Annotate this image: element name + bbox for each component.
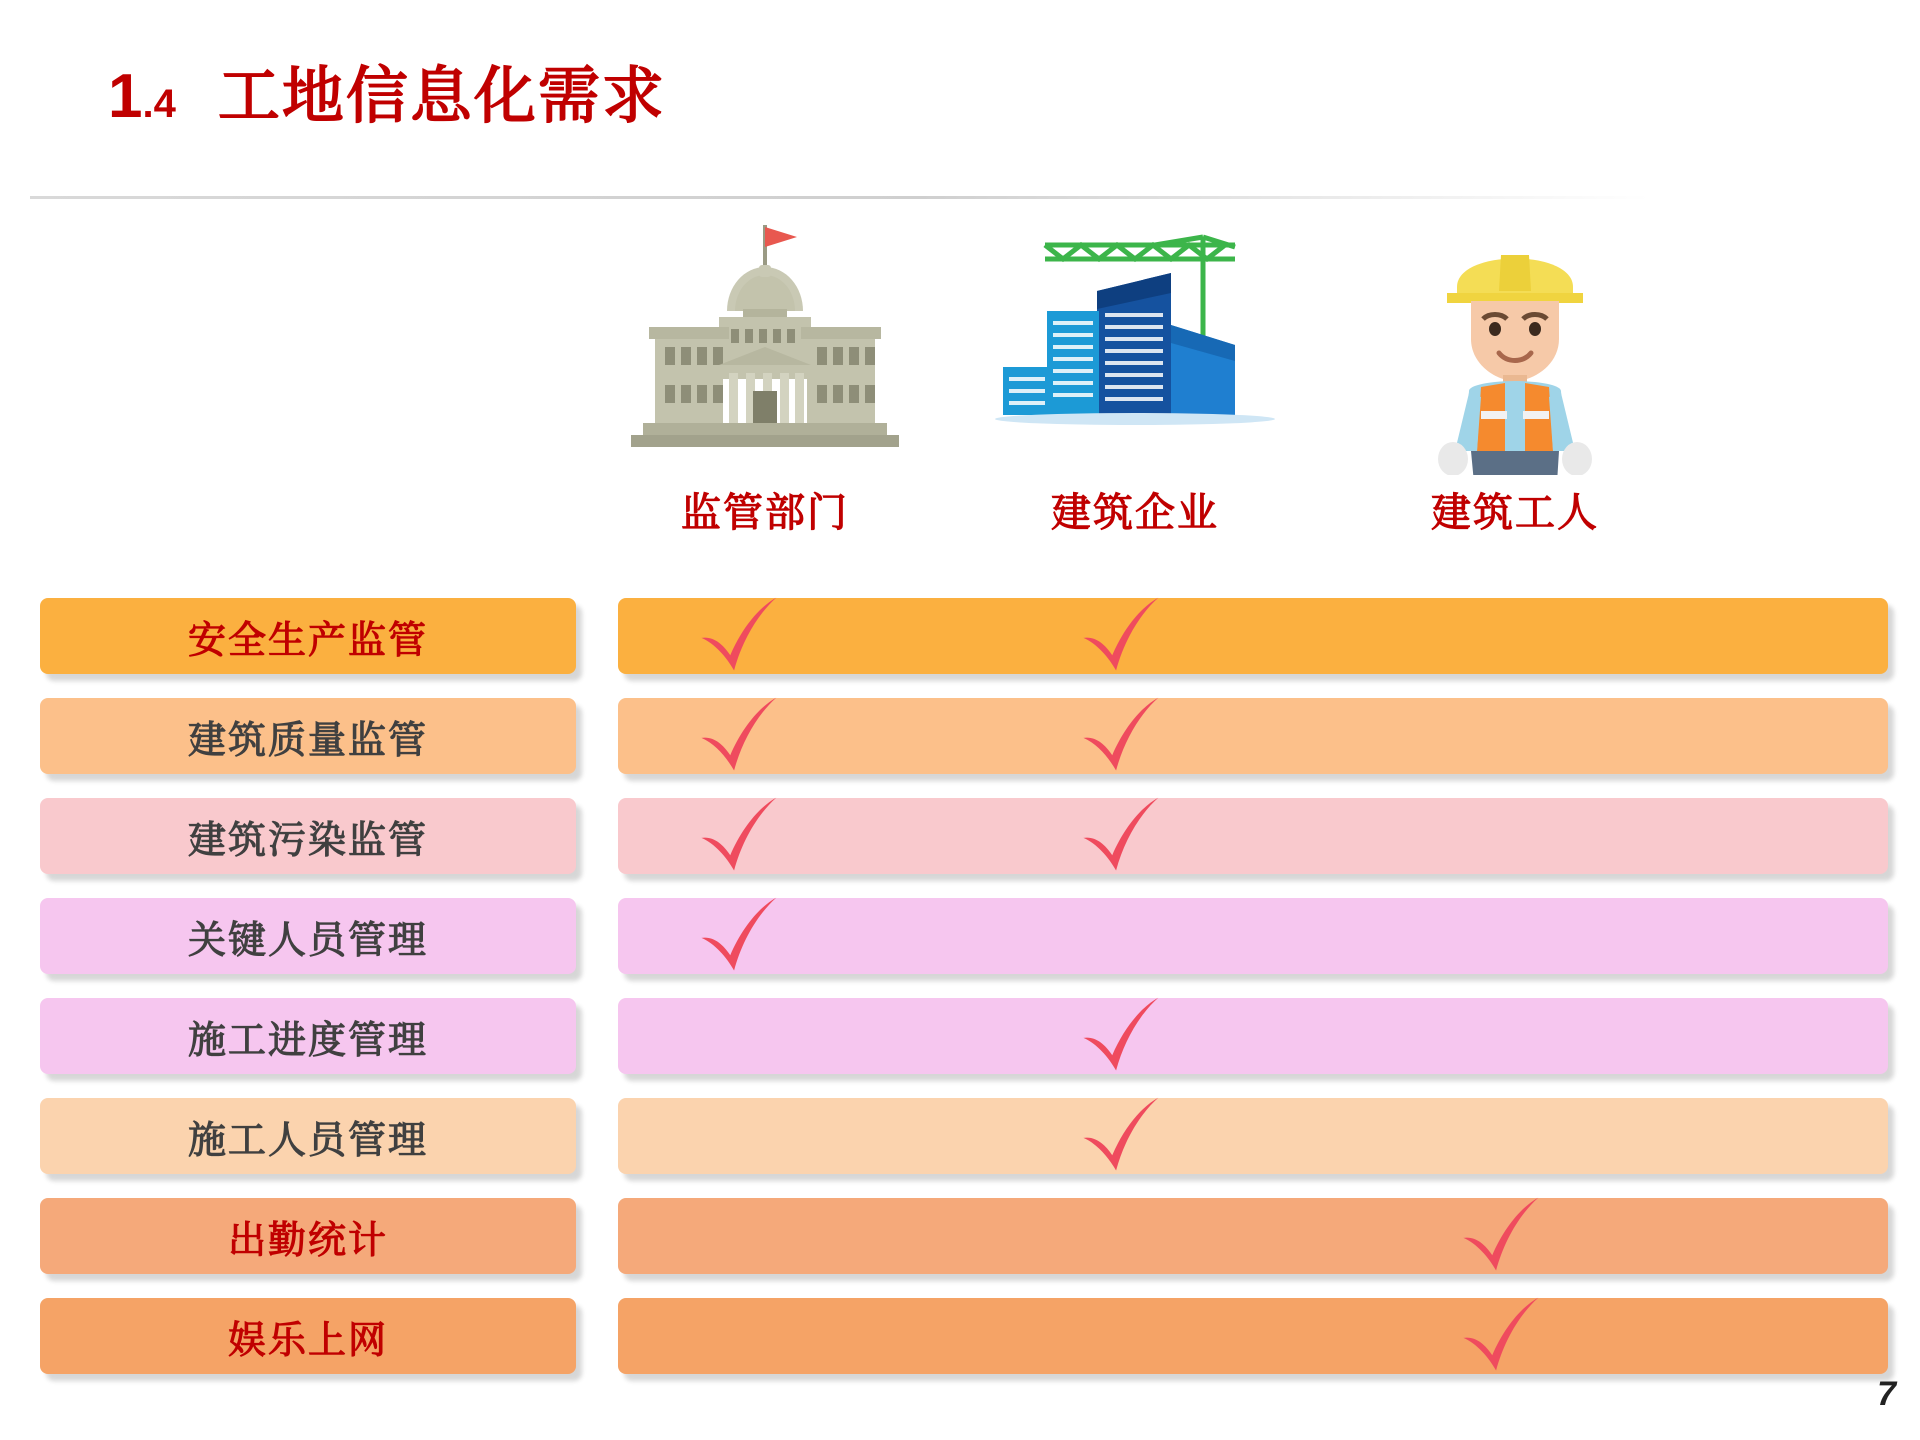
construction-worker-icon — [1350, 210, 1680, 475]
row-track — [618, 698, 1888, 774]
check-icon — [688, 888, 784, 984]
row-label[interactable]: 出勤统计 — [40, 1198, 576, 1274]
column-label-regulator: 监管部门 — [681, 491, 849, 535]
row-label[interactable]: 建筑质量监管 — [40, 698, 576, 774]
column-header-enterprise — [970, 210, 1300, 538]
table-row — [40, 698, 1890, 786]
table-row — [40, 798, 1890, 886]
check-icon — [1070, 688, 1166, 784]
table-row — [40, 1098, 1890, 1186]
city-buildings-crane-icon — [970, 210, 1300, 475]
row-track — [618, 798, 1888, 874]
check-icon — [688, 588, 784, 684]
requirement-matrix — [40, 598, 1890, 1398]
column-headers — [590, 210, 1880, 535]
row-label[interactable]: 娱乐上网 — [40, 1298, 576, 1374]
row-track — [618, 1298, 1888, 1374]
row-track — [618, 598, 1888, 674]
row-track — [618, 898, 1888, 974]
government-building-icon — [600, 210, 930, 475]
column-header-worker — [1350, 210, 1680, 538]
column-header-regulator — [600, 210, 930, 538]
title-divider — [30, 196, 1650, 199]
row-label[interactable]: 关键人员管理 — [40, 898, 576, 974]
title-text: 工地信息化需求 — [217, 62, 666, 131]
check-icon — [1450, 1288, 1546, 1384]
check-icon — [1070, 588, 1166, 684]
column-label-enterprise: 建筑企业 — [1051, 491, 1219, 535]
table-row — [40, 598, 1890, 686]
table-row — [40, 898, 1890, 986]
check-icon — [688, 788, 784, 884]
row-track — [618, 1198, 1888, 1274]
check-icon — [1070, 788, 1166, 884]
row-label[interactable]: 施工人员管理 — [40, 1098, 576, 1174]
table-row — [40, 1298, 1890, 1386]
row-track — [618, 998, 1888, 1074]
table-row — [40, 1198, 1890, 1286]
check-icon — [1070, 988, 1166, 1084]
page-number: 7 — [1877, 1375, 1896, 1413]
row-label[interactable]: 施工进度管理 — [40, 998, 576, 1074]
page-title — [108, 46, 666, 135]
check-icon — [1070, 1088, 1166, 1184]
row-track — [618, 1098, 1888, 1174]
row-label[interactable]: 建筑污染监管 — [40, 798, 576, 874]
column-label-worker: 建筑工人 — [1431, 491, 1599, 535]
title-number: 1.4 — [108, 62, 176, 131]
row-label[interactable]: 安全生产监管 — [40, 598, 576, 674]
check-icon — [688, 688, 784, 784]
check-icon — [1450, 1188, 1546, 1284]
title-number-sub: .4 — [142, 82, 176, 126]
table-row — [40, 998, 1890, 1086]
